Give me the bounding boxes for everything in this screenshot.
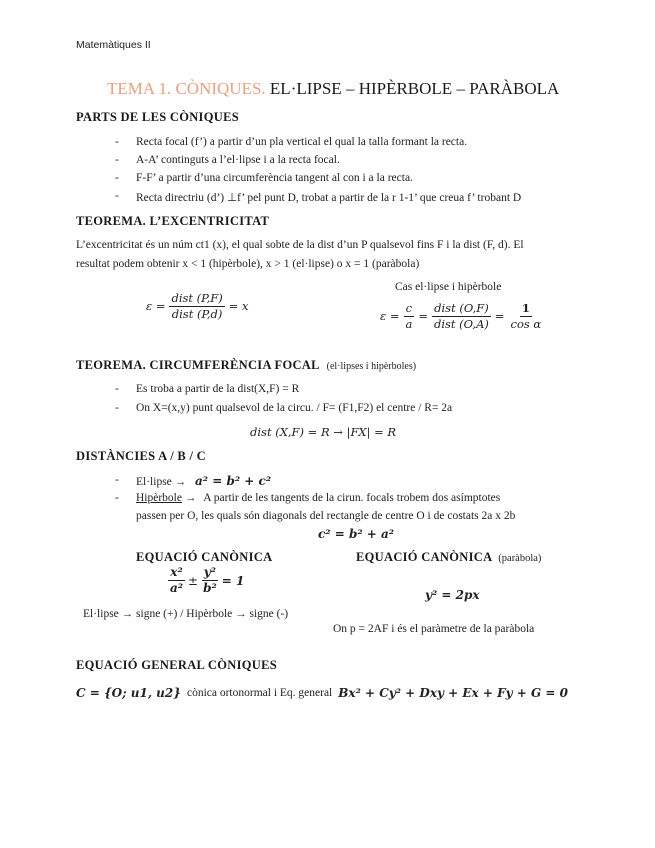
fraction-denominator: cos α — [510, 316, 542, 331]
fraction — [168, 566, 185, 595]
title-rest: EL·LIPSE – HIPÈRBOLE – PARÀBOLA — [269, 79, 560, 98]
fraction-denominator: a — [405, 316, 413, 331]
parabola-canonical-title — [356, 550, 541, 565]
excentricitat-text-2: resultat podem obtenir x < 1 (hipèrbole), x > 1 (el·lipse) o x = 1 (paràbola) — [76, 258, 420, 270]
ellipse-label: El·lipse — [136, 476, 172, 488]
fraction-denominator: a² — [170, 581, 184, 596]
fraction — [169, 292, 224, 320]
excentricitat-formula — [146, 292, 248, 320]
circumferencia-note: (el·lipses i hipèrboles) — [326, 361, 417, 372]
formula-rhs: = 1 — [221, 573, 245, 588]
hyperbola-text-2: passen per O, les quals són diagonals del rectangle de centre O i de costats 2a x 2b — [136, 510, 516, 522]
parts-item: - A-A’ continguts a l’el·lipse i a la recta focal. — [136, 154, 340, 166]
excentricitat-text-1: L’excentricitat és un núm ct1 (x), el qual sobte de la dist d’un P qualsevol fins F i la dist (F, d). El — [76, 239, 524, 251]
parabola-text: On p = 2AF i és el paràmetre de la paràbola — [333, 623, 535, 635]
fraction-numerator: dist (O,F) — [434, 301, 489, 315]
fraction — [403, 302, 414, 330]
canonical-equation-formula — [168, 566, 244, 595]
canonical-equation-heading: EQUACIÓ CANÒNICA — [136, 550, 273, 564]
parts-item: - F-F’ a partir d’una circumferència tangent al con i a la recta. — [136, 172, 413, 184]
general-heading: EQUACIÓ GENERAL CÒNIQUES — [76, 658, 277, 672]
arrow-icon: → — [184, 492, 197, 504]
eccentricity-ratio-formula — [380, 302, 543, 330]
parabola-canonical-heading: EQUACIÓ CANÒNICA — [356, 550, 493, 564]
circumferencia-item: - On X=(x,y) punt qualsevol de la circu. / F= (F1,F2) el centre / R= 2a — [136, 402, 452, 414]
ellipse-formula: a² = b² + c² — [195, 474, 272, 488]
plus-minus-sign: ± — [188, 573, 199, 588]
hyperbola-label: Hipèrbole — [136, 492, 182, 504]
course-header: Matemàtiques II — [76, 39, 151, 51]
hyperbola-item — [136, 492, 500, 504]
hyperbola-text: A partir de les tangents de la cirun. focals trobem dos asímptotes — [203, 492, 501, 504]
fraction — [201, 566, 219, 595]
circumferencia-title — [76, 358, 416, 373]
fraction-numerator: y² — [202, 566, 218, 581]
sign-text: El·lipse → signe (+) / Hipèrbole → signe (-) — [83, 608, 289, 620]
fraction-denominator: b² — [203, 581, 217, 596]
basis-set-formula: C = {O; u1, u2} — [76, 686, 181, 700]
parts-item: - Recta focal (f’) a partir d’un pla vertical el qual la talla formant la recta. — [136, 136, 467, 148]
page-title — [107, 79, 559, 99]
general-equation-line — [76, 686, 568, 700]
fraction-numerator: x² — [168, 566, 184, 581]
excentricitat-heading: TEOREMA. L’EXCENTRICITAT — [76, 214, 270, 228]
fraction-denominator: dist (O,A) — [433, 316, 489, 331]
formula-rhs: = x — [228, 299, 249, 314]
general-text: cònica ortonormal i Eq. general — [186, 687, 333, 699]
fraction-denominator: dist (P,d) — [171, 306, 223, 321]
fraction-numerator: dist (P,F) — [171, 291, 223, 305]
fraction — [509, 302, 544, 330]
hyperbola-formula: c² = b² + a² — [318, 527, 395, 541]
fraction — [432, 302, 491, 330]
case-label: Cas el·lipse i hipèrbole — [395, 281, 502, 293]
distancies-heading: DISTÀNCIES A / B / C — [76, 449, 206, 463]
fraction-numerator: c — [405, 301, 413, 315]
circumferencia-heading: TEOREMA. CIRCUMFERÈNCIA FOCAL — [76, 358, 320, 372]
title-prefix: TEMA 1. CÒNIQUES. — [107, 79, 266, 98]
formula-lhs: ε = — [146, 299, 166, 314]
fraction-numerator: 1 — [521, 301, 530, 315]
arrow-icon: → — [174, 476, 187, 488]
parabola-note: (paràbola) — [498, 553, 542, 564]
ellipse-item — [136, 474, 271, 488]
circumferencia-item: - Es troba a partir de la dist(X,F) = R — [136, 383, 299, 395]
equals-sign: = — [494, 309, 505, 324]
equals-sign: = — [418, 309, 428, 324]
parts-item: - Recta directriu (d’) ⊥f’ pel punt D, trobat a partir de la r 1-1’ que creua f’ trobant D — [136, 190, 521, 204]
formula-lhs: ε = — [380, 309, 400, 324]
general-equation: Bx² + Cy² + Dxy + Ex + Fy + G = 0 — [338, 686, 568, 700]
circumferencia-formula: dist (X,F) = R → |FX| = R — [250, 425, 397, 439]
parts-heading: PARTS DE LES CÒNIQUES — [76, 110, 239, 124]
parabola-formula: y² = 2px — [425, 588, 480, 602]
